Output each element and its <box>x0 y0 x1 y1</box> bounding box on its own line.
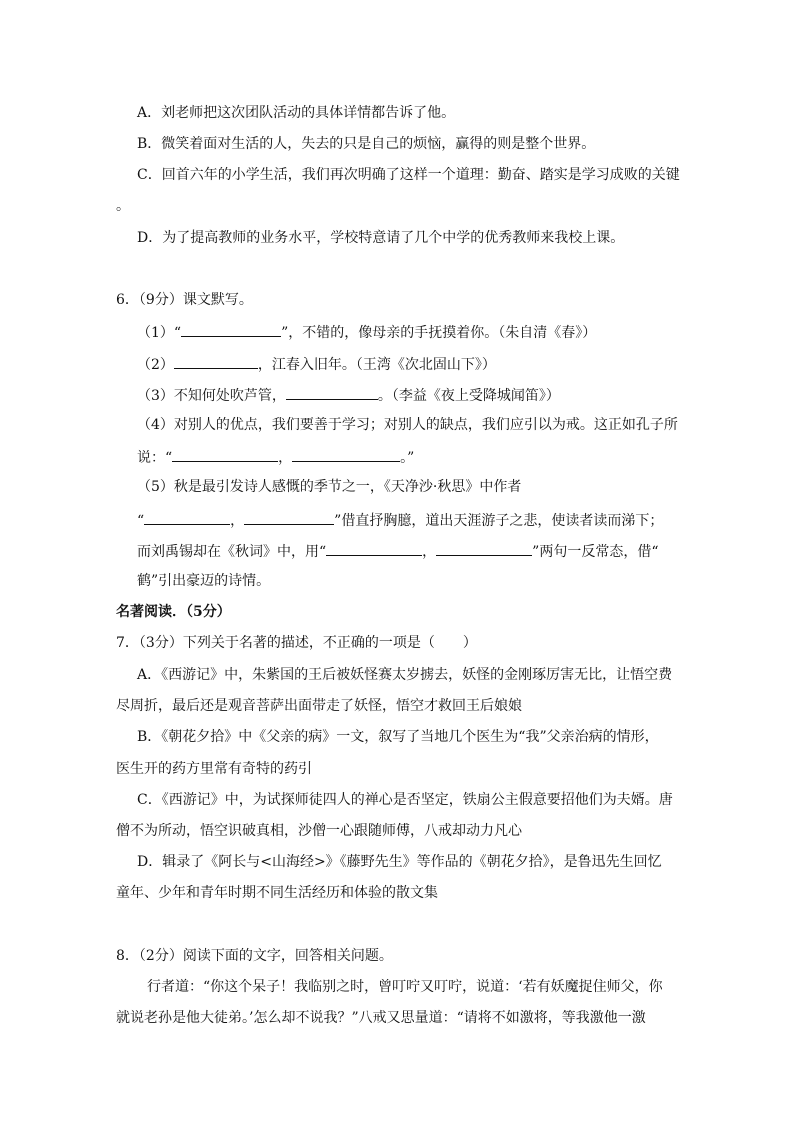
q6-item-5-line1: （5）秋是最引发诗人感慨的季节之一，《天净沙·秋思》中作者 <box>137 479 522 495</box>
q6-item2-suffix: ，江春入旧年。（王湾《次北固山下》） <box>257 357 496 373</box>
q5-option-a: A．刘老师把这次团队活动的具体详情都告诉了他。 <box>137 105 456 121</box>
q6-item-5-line3 <box>137 541 659 561</box>
q5-option-d: D．为了提高教师的业务水平，学校特意请了几个中学的优秀教师来我校上课。 <box>137 230 625 246</box>
q7-option-c-line2: 僧不为所动，悟空识破真相，沙僧一心跟随师傅，八戒却动力凡心 <box>116 823 522 839</box>
answer-blank[interactable] <box>244 510 334 525</box>
answer-blank[interactable] <box>436 541 532 556</box>
q6-item5-l3-mid: ， <box>422 544 437 560</box>
section-heading: 名著阅读．（5分） <box>116 604 231 620</box>
answer-blank[interactable] <box>172 447 278 462</box>
q6-item-1 <box>137 322 596 342</box>
q6-item-5-line2 <box>137 510 663 530</box>
q6-item5-l2-prefix: “ <box>137 513 145 529</box>
q6-item-4-line2 <box>137 447 414 467</box>
q7-option-b-line2: 医生开的药方里常有奇特的药引 <box>116 761 312 777</box>
q5-option-c-line1: C．回首六年的小学生活，我们再次明确了这样一个道理：勤奋、踏实是学习成败的关键 <box>137 167 680 183</box>
q6-item5-l2-suffix: ”借直抒胸臆，道出天涯游子之悲，使读者读而涕下； <box>334 513 664 529</box>
answer-blank[interactable] <box>174 354 258 369</box>
q7-option-c-line1: C．《西游记》中，为试探师徒四人的禅心是否坚定，铁扇公主假意要招他们为夫婿。唐 <box>137 792 673 808</box>
q5-option-c-line2: 。 <box>116 198 130 214</box>
q6-item5-l3-prefix: 而刘禹锡却在《秋词》中，用“ <box>137 544 327 560</box>
q7-stem: 7．（3分）下列关于名著的描述，不正确的一项是（ ） <box>116 635 477 651</box>
q7-option-d-line1: D．辑录了《阿长与<山海经>》《藤野先生》等作品的《朝花夕拾》，是鲁迅先生回忆 <box>137 854 662 870</box>
q6-item-4-line1: （4）对别人的优点，我们要善于学习；对别人的缺点，我们应引以为戒。这正如孔子所 <box>137 417 678 433</box>
q6-item1-prefix: （1）“ <box>137 325 182 341</box>
answer-blank[interactable] <box>144 510 230 525</box>
q7-option-d-line2: 童年、少年和青年时期不同生活经历和体验的散文集 <box>116 885 438 901</box>
q6-item-3 <box>137 385 560 405</box>
q6-item5-l3-suffix: ”两句一反常态，借“ <box>532 544 659 560</box>
answer-blank[interactable] <box>326 541 422 556</box>
q8-passage-line2: 就说老孙是他大徒弟。’怎么却不说我？”八戒又思量道：“请将不如激将，等我激他一激 <box>116 1010 646 1026</box>
q6-item1-suffix: ”，不错的，像母亲的手抚摸着你。（朱自清《春》） <box>281 325 597 341</box>
q6-item2-prefix: （2） <box>137 357 174 373</box>
q7-option-a-line1: A．《西游记》中，朱紫国的王后被妖怪赛太岁掳去，妖怪的金刚琢厉害无比，让悟空费 <box>137 667 673 683</box>
q6-item3-prefix: （3）不知何处吹芦管， <box>137 388 286 404</box>
answer-blank[interactable] <box>292 447 400 462</box>
q8-stem: 8．（2分）阅读下面的文字，回答相关问题。 <box>116 948 393 964</box>
q6-item4-mid: ， <box>278 450 293 466</box>
q7-option-a-line2: 尽周折，最后还是观音菩萨出面带走了妖怪，悟空才救回王后娘娘 <box>116 698 522 714</box>
q5-option-b: B．微笑着面对生活的人，失去的只是自己的烦恼，赢得的则是整个世界。 <box>137 136 596 152</box>
q6-stem: 6．（9分）课文默写。 <box>116 292 253 308</box>
answer-blank[interactable] <box>286 385 378 400</box>
q6-item3-suffix: 。（李益《夜上受降城闻笛》） <box>377 388 560 404</box>
q6-item-2 <box>137 354 496 374</box>
q6-item5-l2-mid: ， <box>230 513 245 529</box>
q7-option-b-line1: B．《朝花夕拾》中《父亲的病》一文，叙写了当地几个医生为“我”父亲治病的情形， <box>137 729 659 745</box>
q8-passage-line1: 行者道：“你这个呆子！我临别之时，曾叮咛又叮咛，说道：‘若有妖魔捉住师父，你 <box>147 979 663 995</box>
answer-blank[interactable] <box>181 322 281 337</box>
q6-item4-prefix: 说：“ <box>137 450 173 466</box>
q6-item-5-line4: 鹤”引出豪迈的诗情。 <box>137 573 271 589</box>
q6-item4-suffix: 。” <box>400 450 415 466</box>
